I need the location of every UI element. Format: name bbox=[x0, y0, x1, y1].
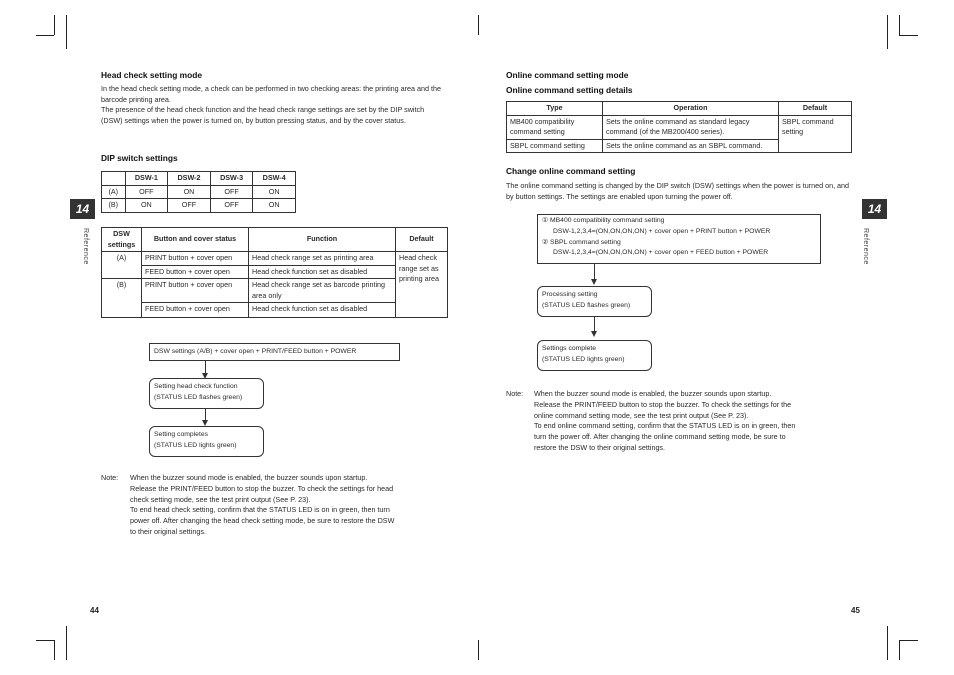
function-table: DSW settings Button and cover status Function Default (A) PRINT button + cover open Head check range set as printing area Head check range set as printing area FEED button + cover open Head check function set as disabled (B) PRINT button + cover open Head check range set as barcode printing area only FEED button + cover open Head check function set as disabled bbox=[101, 227, 448, 318]
dip-title: DIP switch settings bbox=[101, 153, 178, 163]
flow-step-processing: Processing setting (STATUS LED flashes green) bbox=[537, 286, 652, 317]
head-check-title: Head check setting mode bbox=[101, 70, 202, 80]
crop-mark bbox=[478, 640, 479, 660]
page-number: 45 bbox=[851, 606, 860, 615]
crop-mark bbox=[66, 15, 67, 49]
table-row: (A) OFF ON OFF ON bbox=[102, 185, 296, 199]
table-row: SBPL command setting Sets the online command as an SBPL command. bbox=[507, 139, 852, 153]
crop-mark bbox=[899, 640, 918, 641]
crop-mark bbox=[36, 35, 54, 36]
crop-mark bbox=[899, 640, 900, 660]
crop-mark bbox=[66, 626, 67, 660]
flow-arrow bbox=[594, 317, 595, 332]
flow-step-complete: Settings complete (STATUS LED lights green) bbox=[537, 340, 652, 371]
dip-table: DSW-1 DSW-2 DSW-3 DSW-4 (A) OFF ON OFF ON (B) ON OFF OFF ON bbox=[101, 171, 296, 213]
table-row: (B) ON OFF OFF ON bbox=[102, 199, 296, 213]
crop-mark bbox=[36, 640, 54, 641]
change-para: The online command setting is changed by the DIP switch (DSW) settings when the power is turned on, and by button settings. The settings are enabled upon turning the power off. bbox=[506, 181, 850, 201]
table-row: (B) PRINT button + cover open Head check range set as barcode printing area only bbox=[102, 279, 448, 303]
crop-mark bbox=[899, 15, 900, 35]
note-text: When the buzzer sound mode is enabled, the buzzer sounds upon startup. Release the PRINT/FEED button to stop the buzzer. To check the settings for the online command setting mode, see the test print output (See P. 23). To end online command setting, confirm that the STATUS LED is on in green, then turn the power off. After changing the online command setting mode, be sure to restore the DSW to their original settings. bbox=[534, 389, 796, 452]
flow-step-dsw-options: ① MB400 compatibility command setting DSW-1,2,3,4=(ON,ON,ON,ON) + cover open + PRINT button + POWER ② SBPL command setting DSW-1,2,3,4=(ON,ON,ON,ON) + cover open + FEED button + POWER bbox=[537, 214, 821, 264]
note-text: When the buzzer sound mode is enabled, the buzzer sounds upon startup. Release the PRINT/FEED button to stop the buzzer. To check the settings for head check setting mode, see the test print output (See P. 23). To end head check setting, confirm that the STATUS LED is on in green, then turn power off. After changing the head check setting mode, be sure to restore the DSW to their original settings. bbox=[130, 473, 395, 536]
head-check-para: In the head check setting mode, a check can be performed in two checking areas: the printing area and the barcode printing area. The presence of the head check function and the head check range settings are set by the DIP switch (DSW) settings when the power is turned on, by button pressing status, and by the cover status. bbox=[101, 84, 442, 125]
flow-step-setting: Setting head check function (STATUS LED flashes green) bbox=[149, 378, 264, 409]
table-row: (A) PRINT button + cover open Head check range set as printing area Head check range set as printing area bbox=[102, 252, 448, 266]
table-row: FEED button + cover open Head check function set as disabled bbox=[102, 265, 448, 279]
reference-label: Reference bbox=[862, 228, 869, 265]
online-details-title: Online command setting details bbox=[506, 85, 633, 95]
flow-step-complete: Setting completes (STATUS LED lights green) bbox=[149, 426, 264, 457]
online-table: Type Operation Default MB400 compatibility command setting Sets the online command as standard legacy command (of the MB200/400 series). SBPL command setting SBPL command setting Sets the online command as an SBPL command. bbox=[506, 101, 852, 153]
crop-mark bbox=[54, 15, 55, 35]
crop-mark bbox=[54, 640, 55, 660]
note-label: Note: bbox=[101, 473, 119, 482]
change-title: Change online command setting bbox=[506, 166, 636, 176]
crop-mark bbox=[478, 15, 479, 35]
table-row: FEED button + cover open Head check function set as disabled bbox=[102, 303, 448, 318]
flow-step-dsw: DSW settings (A/B) + cover open + PRINT/FEED button + POWER bbox=[149, 343, 400, 361]
note-label: Note: bbox=[506, 389, 524, 398]
chapter-tab: 14 bbox=[862, 199, 887, 219]
crop-mark bbox=[887, 15, 888, 49]
crop-mark bbox=[887, 626, 888, 660]
crop-mark bbox=[899, 35, 918, 36]
online-title: Online command setting mode bbox=[506, 70, 629, 80]
page-number: 44 bbox=[90, 606, 99, 615]
flow-arrow-head bbox=[591, 331, 597, 337]
table-row: MB400 compatibility command setting Sets the online command as standard legacy command (of the MB200/400 series). SBPL command setting bbox=[507, 115, 852, 139]
chapter-tab: 14 bbox=[70, 199, 95, 219]
reference-label: Reference bbox=[82, 228, 89, 265]
flow-arrow-head bbox=[591, 279, 597, 285]
flow-arrow bbox=[594, 264, 595, 280]
